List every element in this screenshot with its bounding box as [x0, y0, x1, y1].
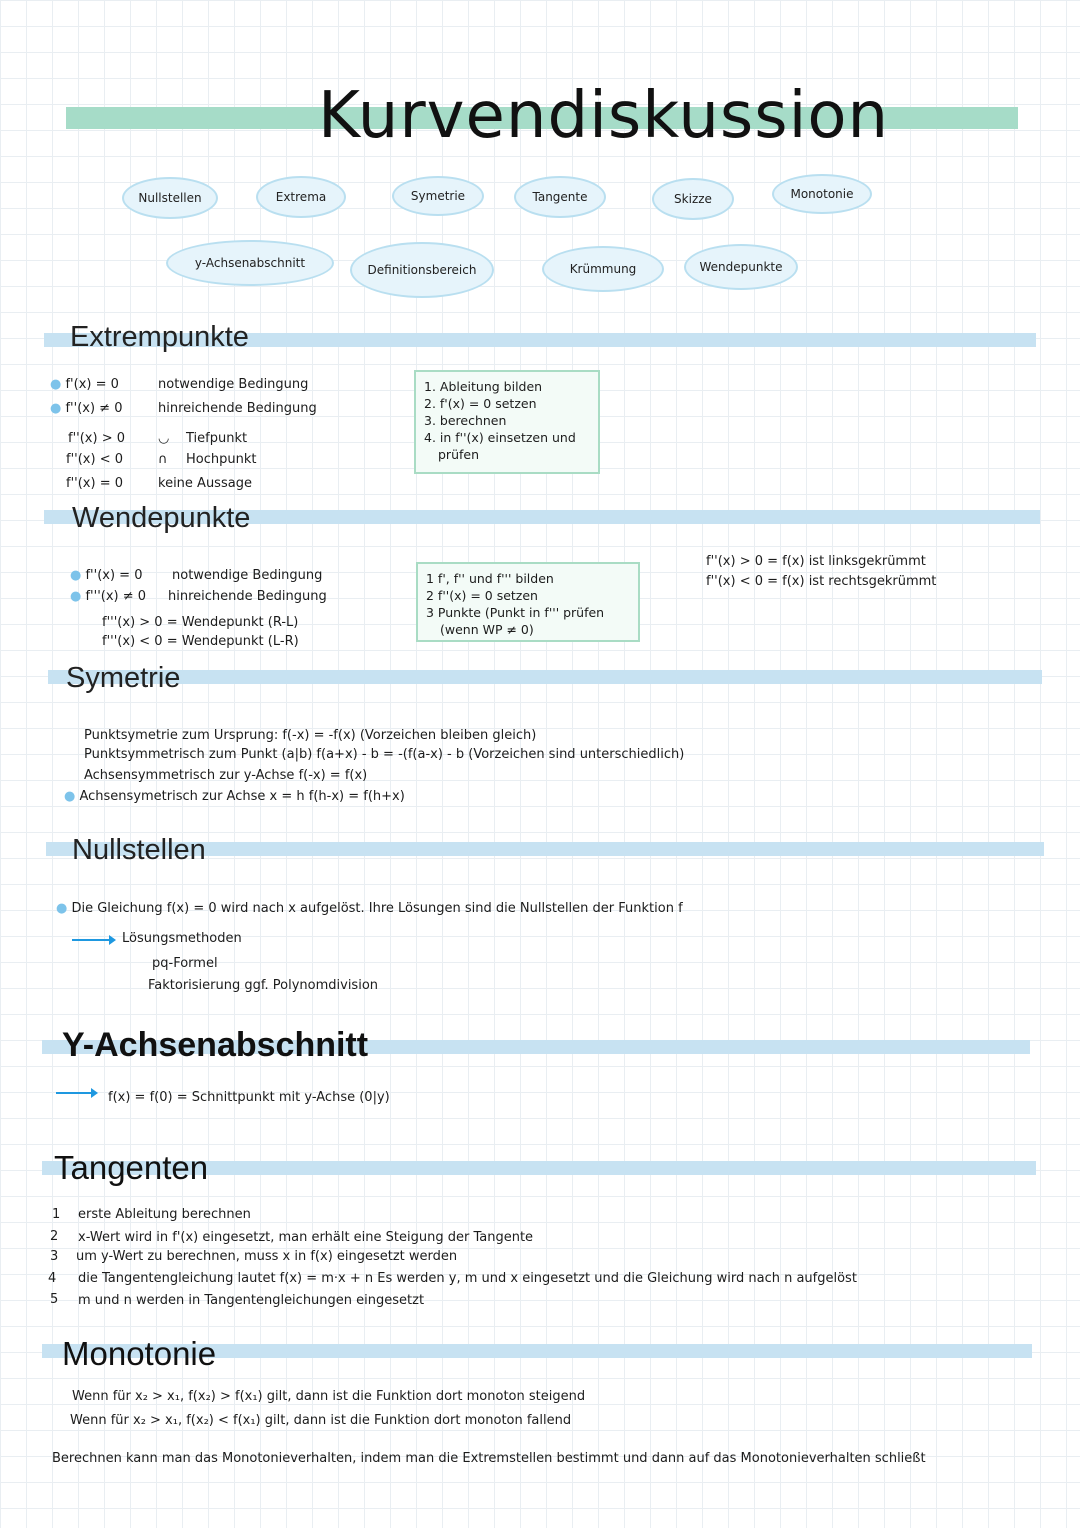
bubble-monotonie: Monotonie [772, 174, 872, 214]
bubble-skizze: Skizze [652, 178, 734, 220]
hochpunkt-symbol: ∩ [158, 452, 168, 467]
extrempunkte-case3: f''(x) = 0 [66, 476, 123, 491]
tangenten-step: um y-Wert zu berechnen, muss x in f(x) eingesetzt werden [76, 1249, 458, 1264]
tangenten-step-number: 4 [48, 1271, 57, 1286]
nullstellen-text: ● Die Gleichung f(x) = 0 wird nach x aufgelöst. Ihre Lösungen sind die Nullstellen der Funktion f [56, 901, 683, 916]
step-item: 3. berechnen [424, 413, 507, 428]
nullstellen-method: Faktorisierung ggf. Polynomdivision [148, 978, 379, 993]
tangenten-step-number: 3 [50, 1249, 59, 1264]
tangenten-step: erste Ableitung berechnen [78, 1207, 251, 1222]
nullstellen-heading: Nullstellen [72, 834, 206, 866]
tiefpunkt-symbol: ◡ [158, 431, 170, 446]
step-item: 1. Ableitung bilden [424, 379, 543, 394]
tangenten-step: x-Wert wird in f'(x) eingesetzt, man erhält eine Steigung der Tangente [78, 1230, 534, 1245]
step-item: 2. f'(x) = 0 setzen [424, 396, 537, 411]
page-title: Kurvendiskussion [318, 79, 890, 153]
extrempunkte-case3-label: keine Aussage [158, 476, 252, 491]
kruemmung-note-2: f''(x) < 0 = f(x) ist rechtsgekrümmt [706, 574, 937, 589]
wendepunkte-case2: f'''(x) < 0 = Wendepunkt (L-R) [102, 634, 299, 649]
extrempunkte-case1: f''(x) > 0 [68, 431, 125, 446]
monotonie-heading: Monotonie [62, 1335, 217, 1372]
extrempunkte-case2: f''(x) < 0 [66, 452, 123, 467]
symetrie-row: Punktsymetrie zum Ursprung: f(-x) = -f(x) (Vorzeichen bleiben gleich) [84, 728, 537, 743]
bubble-extrema: Extrema [256, 176, 346, 218]
extrempunkte-cond1-label: notwendige Bedingung [158, 377, 309, 392]
extrempunkte-cond1: ● f'(x) = 0 [50, 377, 119, 392]
wendepunkte-case1: f'''(x) > 0 = Wendepunkt (R-L) [102, 615, 299, 630]
step-item: (wenn WP ≠ 0) [440, 622, 534, 637]
wendepunkte-cond2: ● f'''(x) ≠ 0 [70, 589, 147, 604]
extrempunkte-case2-label: Hochpunkt [186, 452, 257, 467]
kruemmung-note-1: f''(x) > 0 = f(x) ist linksgekrümmt [706, 554, 926, 569]
arrow-icon [72, 939, 114, 941]
step-item: 1 f', f'' und f''' bilden [426, 571, 554, 586]
bubble-symetrie: Symetrie [392, 176, 484, 216]
symetrie-row-bullet: ● Achsensymetrisch zur Achse x = h f(h-x) = f(h+x) [64, 789, 405, 804]
step-item: 2 f''(x) = 0 setzen [426, 588, 538, 603]
tangenten-step: m und n werden in Tangentengleichungen eingesetzt [78, 1293, 425, 1308]
symetrie-heading: Symetrie [66, 662, 181, 694]
tangenten-step-number: 5 [50, 1292, 59, 1307]
tangenten-heading: Tangenten [54, 1149, 209, 1186]
wendepunkte-heading: Wendepunkte [72, 502, 251, 534]
step-item: prüfen [438, 447, 480, 462]
wendepunkte-steps-box [416, 562, 640, 642]
nullstellen-method: pq-Formel [152, 956, 218, 971]
yachsenabschnitt-heading: Y-Achsenabschnitt [62, 1026, 369, 1064]
extrempunkte-cond2-label: hinreichende Bedingung [158, 401, 317, 416]
bubble-nullstellen: Nullstellen [122, 177, 218, 219]
bubble-wendepunkte: Wendepunkte [684, 244, 798, 290]
tangenten-step-number: 1 [52, 1207, 61, 1222]
extrempunkte-steps-box [414, 370, 600, 474]
extrempunkte-cond2: ● f''(x) ≠ 0 [50, 401, 123, 416]
yachsenabschnitt-text: f(x) = f(0) = Schnittpunkt mit y-Achse (0|y) [108, 1090, 390, 1105]
monotonie-row: Wenn für x₂ > x₁, f(x₂) < f(x₁) gilt, dann ist die Funktion dort monoton fallend [70, 1413, 572, 1428]
bubble-kruemmung: Krümmung [542, 246, 664, 292]
tangenten-step: die Tangentengleichung lautet f(x) = m·x + n Es werden y, m und x eingesetzt und die Gleichung wird nach n aufgelöst [78, 1271, 857, 1286]
symetrie-row: Achsensymmetrisch zur y-Achse f(-x) = f(x) [84, 768, 368, 783]
wendepunkte-cond1-label: notwendige Bedingung [172, 568, 323, 583]
nullstellen-methods-label: Lösungsmethoden [122, 931, 242, 946]
symetrie-row: Punktsymmetrisch zum Punkt (a|b) f(a+x) - b = -(f(a-x) - b (Vorzeichen sind unterschiedlich) [84, 747, 685, 762]
extrempunkte-case1-label: Tiefpunkt [186, 431, 248, 446]
wendepunkte-cond2-label: hinreichende Bedingung [168, 589, 327, 604]
extrempunkte-heading: Extrempunkte [70, 321, 249, 353]
bubble-definitionsbereich: Definitionsbereich [350, 242, 494, 298]
monotonie-row: Wenn für x₂ > x₁, f(x₂) > f(x₁) gilt, dann ist die Funktion dort monoton steigend [72, 1389, 586, 1404]
step-item: 3 Punkte (Punkt in f''' prüfen [426, 605, 605, 620]
tangenten-step-number: 2 [50, 1229, 59, 1244]
step-item: 4. in f''(x) einsetzen und [424, 430, 576, 445]
symetrie-highlight [48, 670, 1042, 684]
bubble-y-achsenabschnitt: y-Achsenabschnitt [166, 240, 334, 286]
arrow-icon [56, 1092, 96, 1094]
wendepunkte-cond1: ● f''(x) = 0 [70, 568, 143, 583]
bubble-tangente: Tangente [514, 176, 606, 218]
monotonie-note: Berechnen kann man das Monotonieverhalten, indem man die Extremstellen bestimmt und dann auf das Monotonieverhalten schließt [52, 1451, 926, 1466]
